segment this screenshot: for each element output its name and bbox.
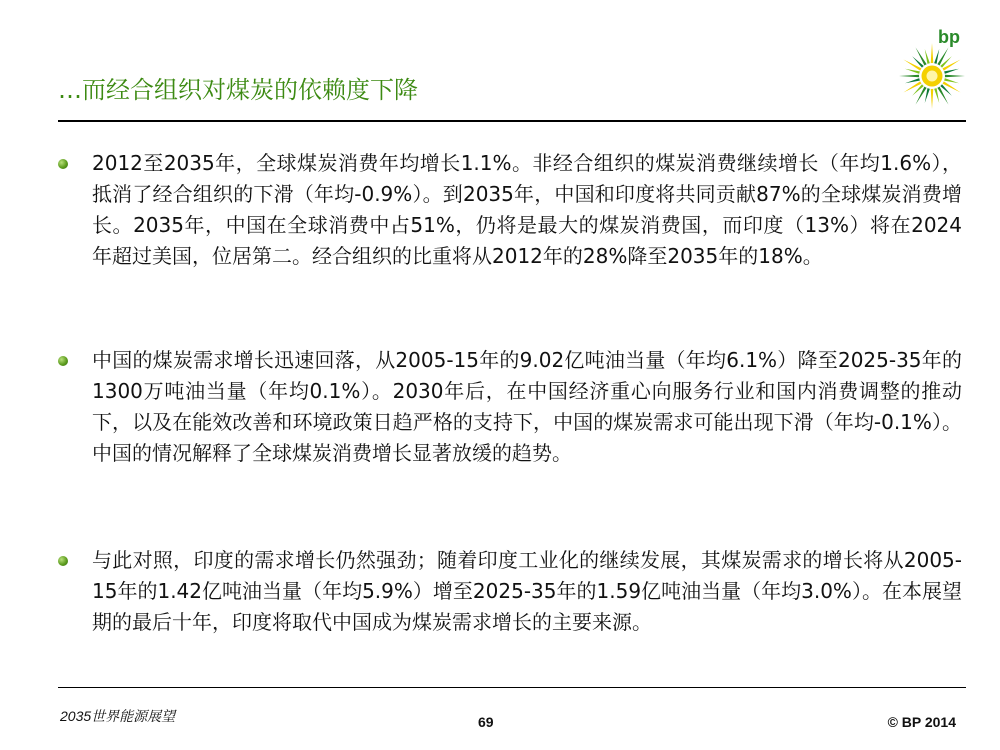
bullet-text: 2012至2035年，全球煤炭消费年均增长1.1%。非经合组织的煤炭消费继续增长（年均1.6%），抵消了经合组织的下滑（年均-0.9%）。到2035年，中国和印度将共同贡献87%的全球煤炭消费增长。2035年，中国在全球消费中占51%，仍将是最大的煤炭消费国，而印度（13%）将在2024年超过美国，位居第二。经合组织的比重将从2012年的28%降至2035年的18%。	[92, 151, 962, 268]
bullet-item-2	[58, 345, 962, 469]
copyright: © BP 2014	[887, 714, 956, 730]
bullet-dot-icon	[58, 356, 68, 366]
title-divider	[58, 120, 966, 122]
bullet-item-1	[58, 148, 962, 272]
footer-publication: 2035世界能源展望	[60, 708, 176, 724]
bullet-text: 中国的煤炭需求增长迅速回落，从2005-15年的9.02亿吨油当量（年均6.1%）降至2025-35年的1300万吨油当量（年均0.1%）。2030年后，在中国经济重心向服务行业和国内消费调整的推动下，以及在能效改善和环境政策日趋严格的支持下，中国的煤炭需求可能出现下滑（年均-0.1%）。中国的情况解释了全球煤炭消费增长显著放缓的趋势。	[92, 348, 962, 465]
logo-ray	[943, 75, 965, 78]
logo-ray	[931, 43, 934, 65]
logo-ray	[931, 87, 934, 109]
page-number: 69	[478, 714, 494, 730]
footer-divider	[58, 687, 966, 688]
bullet-text: 与此对照，印度的需求增长仍然强劲；随着印度工业化的继续发展，其煤炭需求的增长将从2005-15年的1.42亿吨油当量（年均5.9%）增至2025-35年的1.59亿吨油当量（年均3.0%）。在本展望期的最后十年，印度将取代中国成为煤炭需求增长的主要来源。	[92, 548, 962, 634]
slide-title: …而经合组织对煤炭的依赖度下降	[58, 76, 418, 104]
bullet-item-3	[58, 545, 962, 638]
bp-helios-logo-icon	[898, 42, 966, 110]
bullet-dot-icon	[58, 556, 68, 566]
bullet-dot-icon	[58, 159, 68, 169]
logo-ray	[899, 75, 921, 78]
bp-logo-text: bp	[938, 27, 960, 47]
